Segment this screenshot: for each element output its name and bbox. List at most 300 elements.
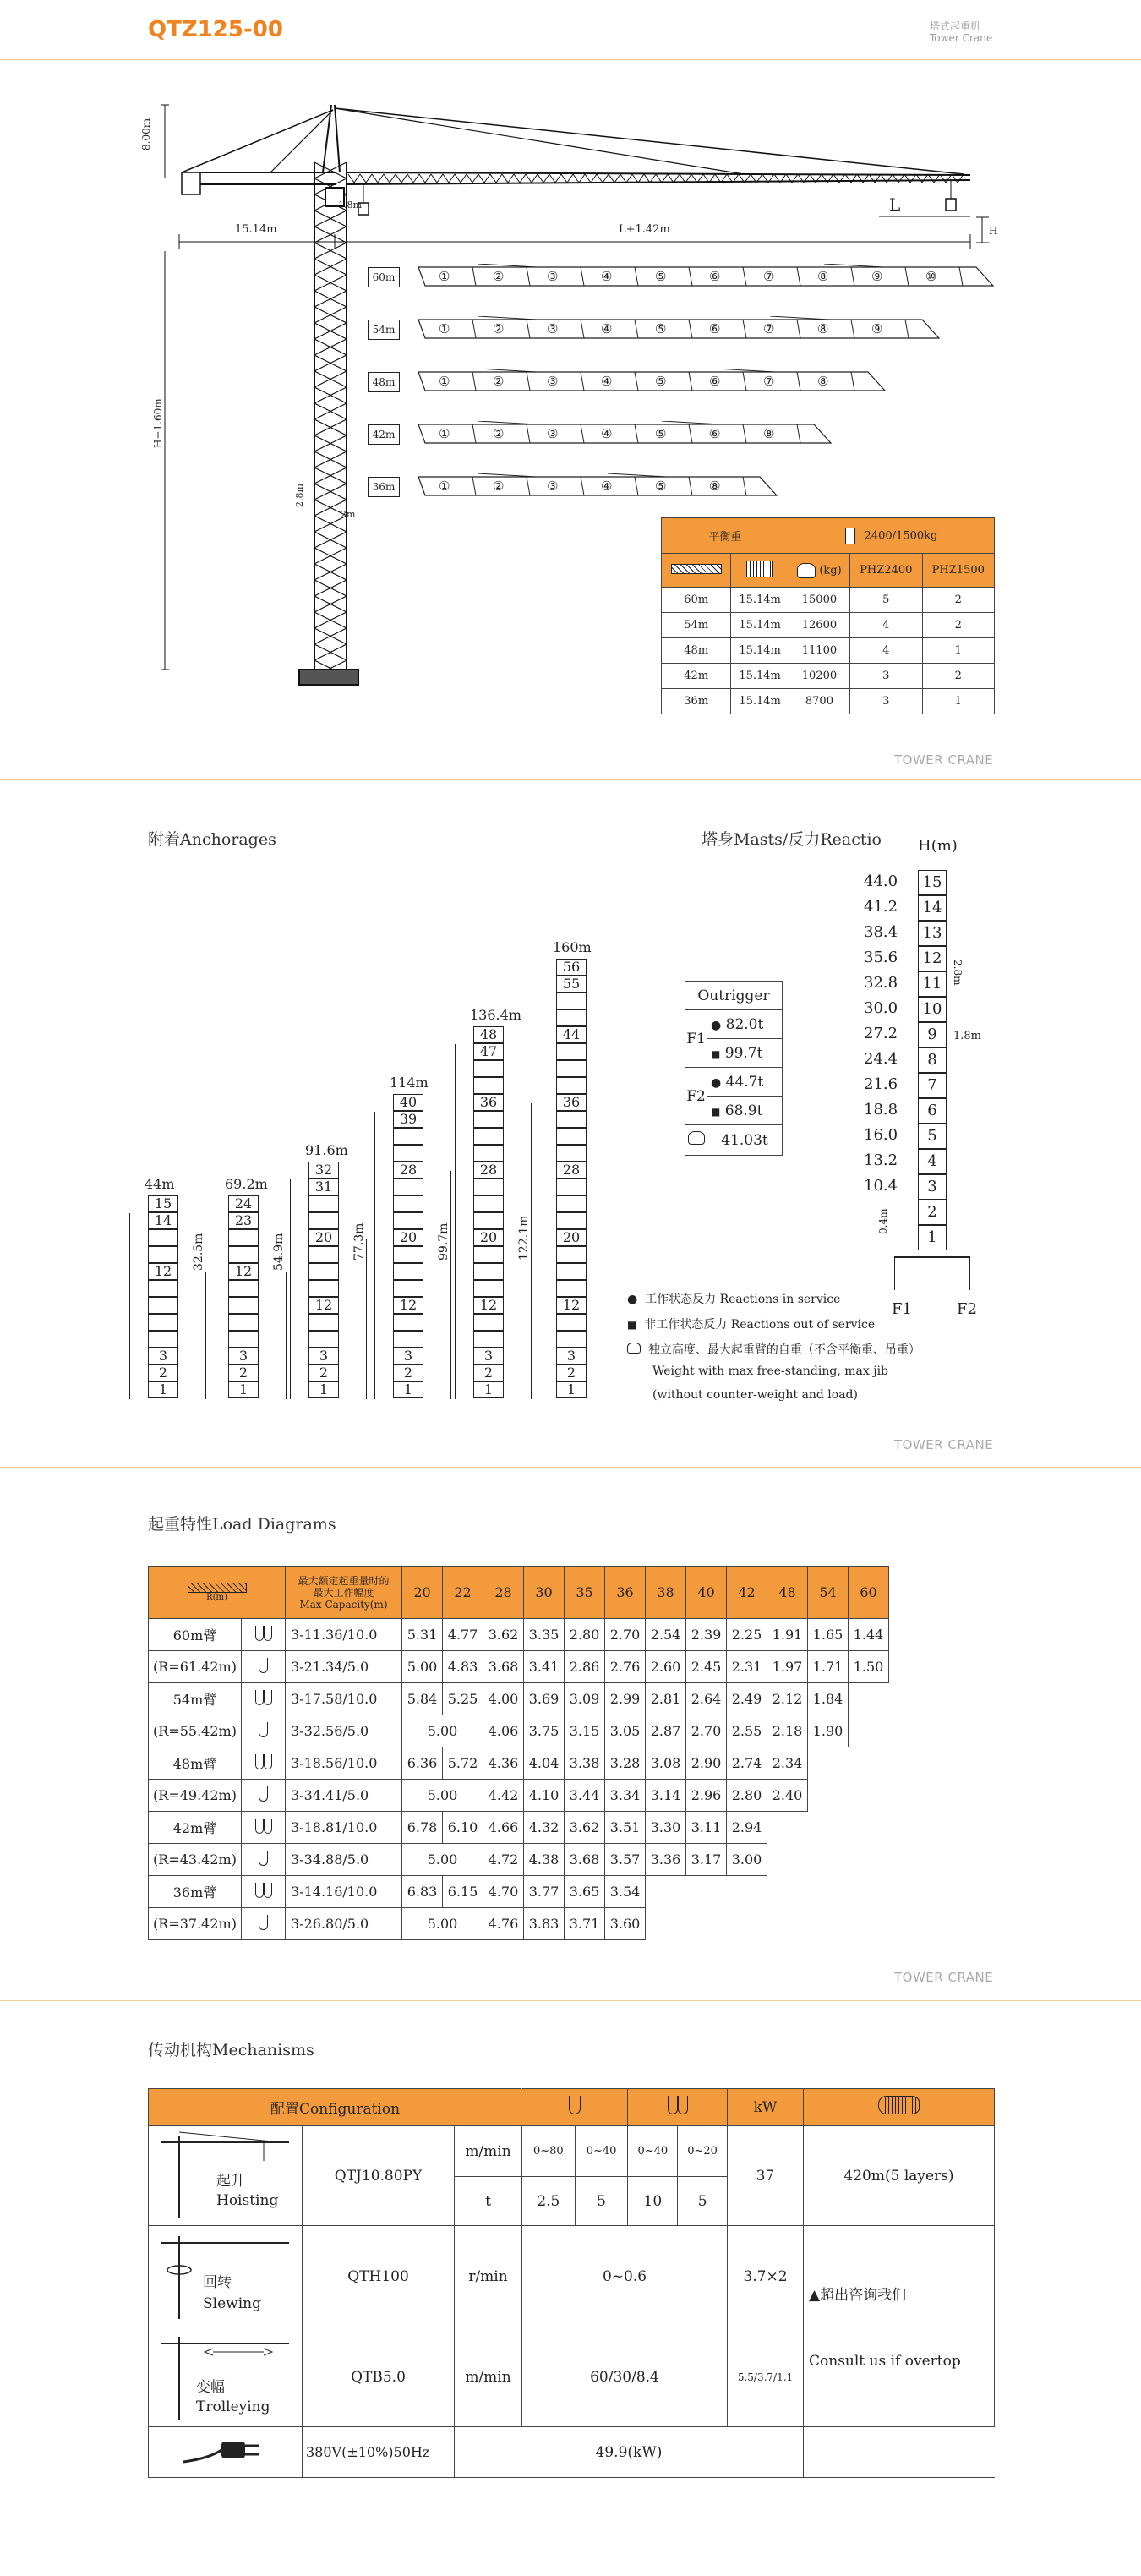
load-jib-radius: (R=61.42m) — [149, 1651, 242, 1683]
tower-free-height: 54.9m — [272, 1233, 286, 1271]
load-value: 3.75 — [524, 1715, 565, 1747]
load-row — [149, 1844, 889, 1876]
load-value: 2.80 — [727, 1780, 767, 1812]
tower-section: 12 — [228, 1263, 259, 1280]
load-max-capacity: 3-34.41/5.0 — [286, 1780, 402, 1812]
tower-section: 14 — [148, 1212, 178, 1229]
load-value: 2.34 — [767, 1747, 808, 1780]
cw-cell: 5 — [850, 588, 922, 613]
tower-section: 12 — [308, 1297, 339, 1314]
hoist-speed-4: 0~20 — [678, 2126, 728, 2177]
load-value: 3.36 — [646, 1844, 686, 1876]
tower-section: 1 — [393, 1381, 423, 1398]
tower-section — [556, 1043, 587, 1060]
load-diagrams-title: 起重特性Load Diagrams — [148, 1515, 336, 1534]
load-value: 3.54 — [605, 1876, 646, 1908]
slewing-en: Slewing — [203, 2295, 261, 2312]
tower-section: 12 — [473, 1297, 504, 1314]
f2-service-value: 44.7t — [725, 1073, 764, 1091]
tower-section — [473, 1179, 504, 1195]
jib-length-label: 54m — [368, 320, 400, 340]
jib-row — [368, 477, 993, 500]
load-max-capacity: 3-17.58/10.0 — [286, 1683, 402, 1715]
load-row — [149, 1876, 889, 1908]
tower-section — [556, 1009, 587, 1026]
tower-free-height: 32.5m — [192, 1233, 205, 1271]
load-value: 1.90 — [808, 1715, 849, 1747]
cw-cell: 15.14m — [731, 664, 789, 689]
load-value: 3.30 — [646, 1812, 686, 1844]
hoist-load-4: 5 — [678, 2177, 728, 2226]
load-row — [149, 1683, 889, 1715]
trolleying-model: QTB5.0 — [303, 2327, 455, 2427]
load-value: 4.32 — [524, 1812, 565, 1844]
tower-anchor-line — [129, 1213, 130, 1399]
mast-section: 7 — [918, 1073, 947, 1098]
jib-segment-number: ② — [493, 269, 505, 284]
tower-height-label: 44m — [145, 1176, 175, 1192]
load-row — [149, 1619, 889, 1651]
tower-section — [556, 1314, 587, 1331]
load-jib-name: 60m臂 — [149, 1619, 242, 1651]
tower-section — [473, 1077, 504, 1094]
tower-section — [393, 1263, 423, 1280]
jib-segment-number: ③ — [547, 269, 559, 284]
hoisting-en: Hoisting — [216, 2192, 279, 2209]
mast-f2: F2 — [957, 1300, 977, 1318]
jib-icon-small — [188, 1583, 247, 1593]
tower-section — [473, 1263, 504, 1280]
mast-height-value: 44.0 — [864, 872, 898, 890]
mast-section: 13 — [918, 921, 947, 946]
load-jib-radius: (R=55.42m) — [149, 1715, 242, 1747]
load-value: 1.65 — [808, 1619, 849, 1651]
cw-row — [662, 664, 995, 689]
tower-section — [473, 1314, 504, 1331]
load-max-capacity: 3-21.34/5.0 — [286, 1651, 402, 1683]
jib-segment-number: ④ — [601, 479, 613, 494]
load-value: 2.96 — [686, 1780, 727, 1812]
jib-segment-number: ③ — [547, 321, 559, 336]
hoist-load-1: 2.5 — [522, 2177, 576, 2226]
mast-height-value: 21.6 — [864, 1075, 898, 1093]
tower-section — [148, 1331, 178, 1348]
load-value: 6.15 — [443, 1876, 483, 1908]
load-value: 5.00 — [402, 1651, 443, 1683]
cw-cell: 15.14m — [731, 689, 789, 714]
tower-section — [393, 1314, 423, 1331]
load-radius-header: 42 — [727, 1567, 767, 1619]
outrigger-f1-service: ● 82.0t — [707, 1010, 783, 1039]
tower-free-height-line — [531, 1103, 532, 1399]
masts-title: 塔身Masts/反力Reactio — [702, 830, 882, 849]
jib-length-label: 36m — [368, 477, 400, 497]
cw-kg-header — [789, 554, 849, 588]
tower-height-label: 91.6m — [305, 1142, 348, 1158]
tower-section — [556, 1145, 587, 1162]
tower-section: 2 — [556, 1365, 587, 1381]
tower-section: 2 — [228, 1365, 259, 1381]
load-radius-header: 54 — [808, 1567, 849, 1619]
tower-section — [308, 1246, 339, 1263]
mast-height-value: 16.0 — [864, 1126, 898, 1144]
load-jib-name: 48m臂 — [149, 1747, 242, 1780]
hoist-load-2: 5 — [575, 2177, 628, 2226]
load-value: 2.87 — [646, 1715, 686, 1747]
cw-cell: 11100 — [789, 638, 849, 664]
power-blank — [804, 2427, 995, 2478]
dim-L: L — [889, 194, 901, 215]
dim-H: H — [989, 225, 998, 237]
hoisting-rope: 420m(5 layers) — [804, 2126, 995, 2226]
tower-section — [473, 1246, 504, 1263]
cw-cell: 3 — [850, 689, 922, 714]
tower-section — [393, 1128, 423, 1145]
tower-section: 3 — [148, 1348, 178, 1365]
tower-section: 3 — [473, 1348, 504, 1365]
load-value: 2.70 — [686, 1715, 727, 1747]
single-hook-icon — [242, 1780, 286, 1812]
cw-cell: 8700 — [789, 689, 849, 714]
load-jib-name: 54m臂 — [149, 1683, 242, 1715]
tower-section: 48 — [473, 1026, 504, 1043]
tower-section — [393, 1280, 423, 1297]
tower-section — [393, 1179, 423, 1195]
tower-section: 47 — [473, 1043, 504, 1060]
load-max-capacity: 3-26.80/5.0 — [286, 1908, 402, 1940]
cw-cell: 2 — [922, 664, 994, 689]
tower-free-height: 122.1m — [517, 1215, 531, 1261]
mechanisms-title: 传动机构Mechanisms — [148, 2041, 314, 2059]
outrigger-f2-out: ■ 68.9t — [707, 1097, 783, 1125]
legend-out-text: 非工作状态反力 Reactions out of service — [644, 1318, 876, 1332]
jib-row — [368, 267, 993, 291]
load-value: 4.10 — [524, 1780, 565, 1812]
tower-section: 3 — [228, 1348, 259, 1365]
tower-section: 24 — [228, 1195, 259, 1212]
load-value: 3.35 — [524, 1619, 565, 1651]
jib-segment-number: ⑧ — [763, 426, 775, 441]
load-value: 2.40 — [767, 1780, 808, 1812]
tower-section: 40 — [393, 1094, 423, 1111]
tower-section: 1 — [556, 1381, 587, 1398]
mast-height-value: 27.2 — [864, 1025, 898, 1042]
jib-segment-number: ⑤ — [655, 374, 667, 389]
mast-foundation — [894, 1256, 970, 1290]
tower-section: 32 — [308, 1162, 339, 1179]
load-max-capacity: 3-32.56/5.0 — [286, 1715, 402, 1747]
cw-header-balance: 平衡重 — [662, 518, 789, 554]
load-value: 2.25 — [727, 1619, 767, 1651]
load-value: 4.77 — [443, 1619, 483, 1651]
header-divider — [0, 59, 1141, 60]
jib-segment-number: ⑥ — [709, 374, 721, 389]
load-value: 2.12 — [767, 1683, 808, 1715]
mast-section: 1 — [918, 1225, 947, 1250]
jib-row — [368, 372, 993, 396]
tower-section: 1 — [148, 1381, 178, 1398]
load-value: 5.31 — [402, 1619, 443, 1651]
slewing-kw: 3.7×2 — [728, 2226, 804, 2327]
tower-free-height-line — [366, 1239, 367, 1399]
load-row — [149, 1812, 889, 1844]
load-value: 3.77 — [524, 1876, 565, 1908]
jib-segment-number: ⑨ — [871, 321, 883, 336]
load-value: 2.90 — [686, 1747, 727, 1780]
jib-segment-number: ⑩ — [925, 269, 937, 284]
hook-single-icon — [522, 2089, 628, 2126]
cw-row — [662, 689, 995, 714]
load-value: 3.60 — [605, 1908, 646, 1940]
jib-segment-number: ⑤ — [655, 479, 667, 494]
load-value: 3.38 — [565, 1747, 605, 1780]
cw-cell: 12600 — [789, 613, 849, 638]
tower-section — [473, 1331, 504, 1348]
hoisting-speed-unit: m/min — [455, 2126, 522, 2177]
dim-top-height: 8.00m — [140, 118, 152, 150]
tower-section — [148, 1229, 178, 1246]
load-value: 3.65 — [565, 1876, 605, 1908]
mast-dim-28: 2.8m — [952, 960, 964, 986]
tower-section — [228, 1280, 259, 1297]
load-cap-en: Max Capacity(m) — [299, 1598, 388, 1611]
tower-section — [308, 1280, 339, 1297]
mast-height-value: 18.8 — [864, 1101, 898, 1118]
block-icon — [845, 528, 855, 544]
jib-length-label: 42m — [368, 424, 400, 445]
tower-free-height: 77.3m — [352, 1222, 366, 1261]
load-max-capacity: 3-14.16/10.0 — [286, 1876, 402, 1908]
jib-segment-number: ⑥ — [709, 426, 721, 441]
consult-cn: ▲超出咨询我们 — [809, 2287, 907, 2304]
legend-free-3: (without counter-weight and load) — [652, 1388, 858, 1402]
hoist-speed-3: 0~40 — [628, 2126, 678, 2177]
tower-section — [228, 1229, 259, 1246]
plug-icon — [175, 2433, 276, 2467]
tower-section: 31 — [308, 1179, 339, 1195]
load-value: 3.17 — [686, 1844, 727, 1876]
load-max-capacity: 3-18.56/10.0 — [286, 1747, 402, 1780]
load-value: 2.80 — [565, 1619, 605, 1651]
consult-note — [804, 2226, 995, 2427]
load-value: 1.91 — [767, 1619, 808, 1651]
load-value: 6.36 — [402, 1747, 443, 1780]
jib-segment-number: ⑧ — [817, 321, 829, 336]
consult-en: Consult us if overtop — [809, 2353, 961, 2370]
tower-section — [148, 1314, 178, 1331]
legend-service: ● 工作状态反力 Reactions in service — [627, 1293, 841, 1306]
double-hook-icon — [242, 1876, 286, 1908]
tower-section — [556, 1111, 587, 1128]
load-row — [149, 1747, 889, 1780]
cw-header-weight — [789, 518, 994, 554]
single-hook-icon — [242, 1908, 286, 1940]
mast-section: 5 — [918, 1124, 947, 1149]
jib-segment-number: ⑧ — [817, 374, 829, 389]
load-value: 5.72 — [443, 1747, 483, 1780]
tower-free-height-line — [286, 1272, 287, 1399]
double-hook-icon — [242, 1619, 286, 1651]
mast-section: 8 — [918, 1047, 947, 1073]
double-hook-icon — [242, 1812, 286, 1844]
jib-segment-outline — [418, 473, 811, 497]
load-value: 4.06 — [483, 1715, 524, 1747]
legend-out-service: ■ 非工作状态反力 Reactions out of service — [627, 1318, 876, 1332]
jib-segment-number: ① — [439, 426, 450, 441]
hoist-speed-1: 0~80 — [522, 2126, 576, 2177]
mast-section: 15 — [918, 870, 947, 895]
tower-section — [148, 1297, 178, 1314]
load-value: 3.62 — [565, 1812, 605, 1844]
power-plug-icon — [149, 2427, 303, 2478]
tower-section — [556, 1331, 587, 1348]
tower-section: 36 — [556, 1094, 587, 1111]
tower-section — [473, 1145, 504, 1162]
tower-section: 2 — [308, 1365, 339, 1381]
tower-section: 2 — [473, 1365, 504, 1381]
tower-section: 3 — [556, 1348, 587, 1365]
dim-18: 1.8m — [338, 200, 362, 211]
outrigger-f1-out: ■ 99.7t — [707, 1039, 783, 1068]
tower-section — [393, 1195, 423, 1212]
tower-section: 20 — [556, 1229, 587, 1246]
jib-icon — [662, 554, 731, 588]
trolleying-unit: m/min — [455, 2327, 522, 2427]
tower-section: 39 — [393, 1111, 423, 1128]
tower-height-label: 160m — [553, 939, 592, 955]
cw-weight-label: 2400/1500kg — [864, 529, 938, 542]
mast-height-title: H(m) — [918, 837, 958, 855]
slewing-unit: r/min — [455, 2226, 522, 2327]
load-row — [149, 1780, 889, 1812]
jib-segment-number: ① — [439, 374, 450, 389]
load-value: 2.31 — [727, 1651, 767, 1683]
load-value: 6.83 — [402, 1876, 443, 1908]
tower-section — [393, 1331, 423, 1348]
load-value: 5.84 — [402, 1683, 443, 1715]
load-max-capacity: 3-18.81/10.0 — [286, 1812, 402, 1844]
f2-out-value: 68.9t — [724, 1102, 763, 1119]
jib-segment-number: ② — [493, 374, 505, 389]
load-value: 4.04 — [524, 1747, 565, 1780]
tower-section — [228, 1246, 259, 1263]
load-cap-cn2: 最大工作幅度 — [313, 1586, 374, 1599]
load-jib-radius: (R=49.42m) — [149, 1780, 242, 1812]
load-value: 2.18 — [767, 1715, 808, 1747]
tower-section: 12 — [393, 1297, 423, 1314]
cw-row — [662, 588, 995, 613]
tower-section: 1 — [228, 1381, 259, 1398]
counterweight-table — [661, 517, 995, 714]
tower-section — [308, 1314, 339, 1331]
load-radius-header: 22 — [443, 1567, 483, 1619]
load-jib-name: 42m臂 — [149, 1812, 242, 1844]
mast-height-value: 24.4 — [864, 1050, 898, 1068]
tower-section — [556, 993, 587, 1009]
load-value: 4.36 — [483, 1747, 524, 1780]
load-radius-header: 38 — [646, 1567, 686, 1619]
jib-segment-number: ④ — [601, 426, 613, 441]
tower-section — [473, 1195, 504, 1212]
mast-height-value: 41.2 — [864, 898, 898, 916]
legend-free-text-1: 独立高度、最大起重臂的自重（不含平衡重、吊重） — [647, 1343, 920, 1357]
mast-diagram — [845, 837, 1014, 1327]
load-value: 2.76 — [605, 1651, 646, 1683]
outrigger-f1: F1 — [685, 1010, 707, 1068]
tower-free-height-line — [450, 1171, 451, 1399]
load-jib-radius: (R=43.42m) — [149, 1844, 242, 1876]
tower-section — [228, 1331, 259, 1348]
mast-dim-04: 0.4m — [877, 1208, 889, 1234]
trolleying-en: Trolleying — [196, 2398, 270, 2415]
cw-cell: 60m — [662, 588, 731, 613]
mast-section: 14 — [918, 895, 947, 921]
tower-section: 23 — [228, 1212, 259, 1229]
tower-section: 28 — [393, 1162, 423, 1179]
mast-height-value: 30.0 — [864, 999, 898, 1017]
hoist-load-3: 10 — [628, 2177, 678, 2226]
load-value: 3.57 — [605, 1844, 646, 1876]
load-value: 1.44 — [849, 1619, 889, 1651]
load-row — [149, 1651, 889, 1683]
cw-cell: 48m — [662, 638, 731, 664]
tower-free-height-line — [205, 1272, 206, 1399]
load-value: 2.94 — [727, 1812, 767, 1844]
jib-length-label: 60m — [368, 267, 400, 287]
jib-segment-number: ⑤ — [655, 321, 667, 336]
config-header: 配置Configuration — [149, 2089, 522, 2126]
cw-kg-label: (kg) — [819, 564, 842, 577]
tower-section — [473, 1128, 504, 1145]
f1-out-value: 99.7t — [724, 1044, 763, 1062]
tower-section — [228, 1314, 259, 1331]
tower-section: 28 — [556, 1162, 587, 1179]
mast-height-value: 13.2 — [864, 1151, 898, 1169]
load-value: 2.45 — [686, 1651, 727, 1683]
load-value: 3.68 — [483, 1651, 524, 1683]
load-max-capacity: 3-11.36/10.0 — [286, 1619, 402, 1651]
load-value: 3.51 — [605, 1812, 646, 1844]
footer-brand-2: TOWER CRANE — [894, 1437, 994, 1452]
jib-segment-number: ③ — [547, 374, 559, 389]
footer-brand-3: TOWER CRANE — [894, 1970, 994, 1985]
tower-section — [556, 1263, 587, 1280]
tower-section — [308, 1263, 339, 1280]
divider-1 — [0, 779, 1141, 780]
cw-cell: 4 — [850, 638, 922, 664]
trolleying-cell — [149, 2327, 303, 2427]
self-weight-value: 41.03t — [707, 1125, 783, 1156]
tower-section — [556, 1212, 587, 1229]
mast-section: 2 — [918, 1200, 947, 1225]
jib-segment-number: ⑧ — [709, 479, 721, 494]
tower-section: 20 — [308, 1229, 339, 1246]
load-value-merged: 5.00 — [402, 1908, 483, 1940]
load-value: 3.62 — [483, 1619, 524, 1651]
tower-section — [393, 1145, 423, 1162]
cw-row — [662, 638, 995, 664]
tower-section: 55 — [556, 976, 587, 993]
load-radius-header: 35 — [565, 1567, 605, 1619]
dim-jib: L+1.42m — [619, 223, 670, 236]
legend-free-2: Weight with max free-standing, max jib — [652, 1365, 889, 1378]
footer-brand-1: TOWER CRANE — [894, 752, 994, 768]
load-value: 6.78 — [402, 1812, 443, 1844]
tower-section: 3 — [393, 1348, 423, 1365]
load-value: 1.97 — [767, 1651, 808, 1683]
load-value: 3.44 — [565, 1780, 605, 1812]
load-value: 3.09 — [565, 1683, 605, 1715]
